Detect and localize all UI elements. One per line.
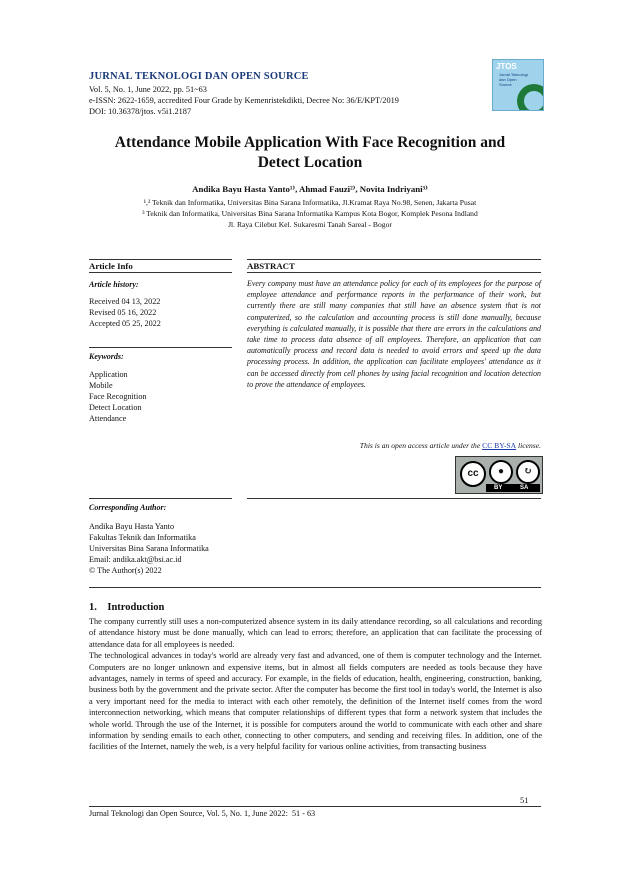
cc-by-label: BY bbox=[494, 485, 503, 491]
author-faculty: Fakultas Teknik dan Informatika bbox=[89, 533, 196, 542]
divider bbox=[89, 272, 232, 273]
page-number: 51 bbox=[520, 795, 529, 805]
divider bbox=[89, 259, 232, 260]
journal-name: JURNAL TEKNOLOGI DAN OPEN SOURCE bbox=[89, 71, 309, 82]
issn-line: e-ISSN: 2622-1659, accredited Four Grade by Kemenristekdikti, Decree No: 36/E/KPT/2019 bbox=[89, 96, 399, 105]
corresponding-heading: Corresponding Author: bbox=[89, 503, 167, 512]
history-heading: Article history: bbox=[89, 280, 139, 289]
abstract-text: Every company must have an attendance policy for each of its employees for the purpose of employee attendance and performance reports in the performance of their work, but currently there are still many companies that still have an absence system that is not computerized, so the calculation and accounting process is still done manually, because everything is calculated manually, it is possible that there are errors in the calculations and take time to process data absence of all employees. Therefore, an application that can automatically process and record data is needed to avoid errors and speed up the data processing process. In addition, the application can facilitate employees' attendance as it can be accessed directly from cell phones by using facial recognition and location detection to prove the attendance of employees. bbox=[247, 279, 541, 389]
logo-subtitle: Jurnal Teknologi dan Open Source bbox=[499, 72, 528, 87]
paper-title bbox=[80, 133, 540, 173]
author-email: Email: andika.akt@bsi.ac.id bbox=[89, 555, 182, 564]
article-info-heading: Article Info bbox=[89, 261, 133, 271]
paragraph: The company currently still uses a non-computerized absence system in its daily attendance recording, so all calculations and recording of attendance history must be done manually, which can lead to errors; therefore, an application that can facilitate the processing of attendance data for all employees is needed. bbox=[89, 617, 542, 649]
authors: Andika Bayu Hasta Yanto¹⁾, Ahmad Fauzi²⁾, Novita Indriyani³⁾ bbox=[192, 184, 428, 194]
license-link[interactable]: CC BY-SA bbox=[482, 441, 517, 450]
divider bbox=[247, 272, 541, 273]
cc-label-bar bbox=[486, 484, 540, 492]
affiliation-line: ³ Teknik dan Informatika, Universitas Bina Sarana Informatika Kampus Kota Bogor, Komplek Pesona Indland bbox=[142, 209, 478, 218]
corresponding-details bbox=[89, 521, 209, 576]
keyword-item: Mobile bbox=[89, 381, 113, 390]
title-line-2: Detect Location bbox=[257, 154, 363, 171]
introduction-body bbox=[89, 616, 542, 753]
open-access-suffix: license. bbox=[516, 441, 541, 450]
doi-line: DOI: 10.36378/jtos. v5i1.2187 bbox=[89, 107, 192, 116]
volume-line: Vol. 5, No. 1, June 2022, pp. 51~63 bbox=[89, 85, 207, 94]
copyright: © The Author(s) 2022 bbox=[89, 566, 162, 575]
cc-icon: cc bbox=[460, 461, 486, 487]
history-revised: Revised 05 16, 2022 bbox=[89, 308, 157, 317]
cc-by-sa-badge[interactable] bbox=[455, 456, 543, 494]
share-alike-icon: ↻ bbox=[516, 460, 540, 484]
affiliation-line: Jl. Raya Cilebut Kel. Sukaresmi Tanah Sareal - Bogor bbox=[228, 220, 392, 229]
keyword-item: Application bbox=[89, 370, 128, 379]
cc-sa-label: SA bbox=[520, 485, 529, 491]
history-received: Received 04 13, 2022 bbox=[89, 297, 161, 306]
divider bbox=[89, 498, 232, 499]
keywords-heading: Keywords: bbox=[89, 352, 124, 361]
keyword-item: Detect Location bbox=[89, 403, 142, 412]
affiliation-line: ¹,² Teknik dan Informatika, Universitas Bina Sarana Informatika, Jl.Kramat Raya No.98, Senen, Jakarta Pusat bbox=[143, 198, 477, 207]
paragraph: The technological advances in today's world are already very fast and advanced, one of them is computer technology and the Internet. Computers are no longer unknown and expensive items, but in almost all fields computers are needed as tools because they have advantages, namely in terms of speed and accuracy. For example, in the fields of education, health, engineering, construction, banking, business both by the government and the private sector. After the computer has become the first tool in today's world, the Internet is also a very important need for the media to interact with each other remotely, the definition of the Internet itself comes from the word interconnection networking, which means that computer relationships of different types that form a network system that includes the whole world. Through the use of the Internet, it is possible for computers around the world to communicate with each other and share information by sending emails to each other, connecting to other computers, and sending and receiving files. In addition, one of the facilities of the Internet, namely the web, is a very helpful facility for various online activities, from transacting business bbox=[89, 651, 542, 752]
keyword-item: Face Recognition bbox=[89, 392, 147, 401]
title-line-1: Attendance Mobile Application With Face Recognition and bbox=[114, 134, 506, 151]
open-access-note bbox=[247, 441, 541, 450]
open-access-prefix: This is an open access article under the bbox=[359, 441, 483, 450]
journal-logo bbox=[492, 59, 544, 111]
introduction-heading: 1. Introduction bbox=[89, 602, 165, 613]
divider bbox=[247, 498, 541, 499]
history-list bbox=[89, 296, 161, 329]
keywords-list bbox=[89, 369, 147, 424]
attribution-icon: ● bbox=[489, 460, 513, 484]
logo-title: JTOS bbox=[496, 62, 517, 71]
history-accepted: Accepted 05 25, 2022 bbox=[89, 319, 161, 328]
divider bbox=[247, 259, 541, 260]
author-university: Universitas Bina Sarana Informatika bbox=[89, 544, 209, 553]
footer-divider bbox=[89, 806, 541, 807]
footer-citation: Jurnal Teknologi dan Open Source, Vol. 5, No. 1, June 2022: 51 - 63 bbox=[89, 809, 316, 818]
keyword-item: Attendance bbox=[89, 414, 127, 423]
affiliations bbox=[80, 197, 540, 230]
abstract-heading: ABSTRACT bbox=[247, 261, 295, 271]
divider bbox=[89, 587, 541, 588]
divider bbox=[89, 347, 232, 348]
author-name: Andika Bayu Hasta Yanto bbox=[89, 522, 175, 531]
